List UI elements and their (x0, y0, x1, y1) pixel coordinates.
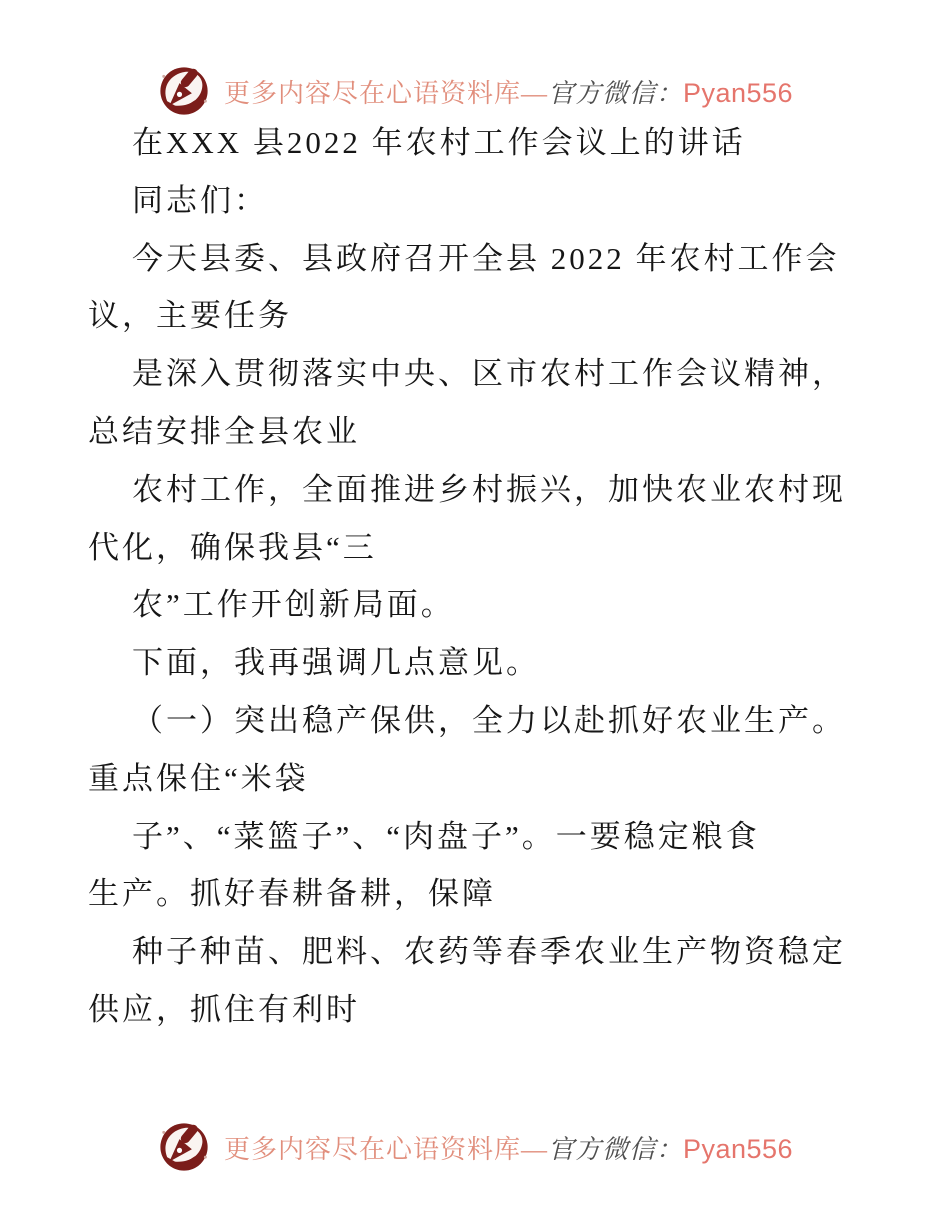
watermark-wechat-id: Pyan556 (682, 1133, 794, 1164)
document-line: 议，主要任务 (88, 298, 292, 334)
watermark-wechat-label: 官方微信： (547, 78, 683, 108)
document-title-line: 在XXX 县2022 年农村工作会议上的讲话 (132, 125, 746, 160)
document-line: 是深入贯彻落实中央、区市农村工作会议精神， (132, 356, 846, 392)
watermark-wechat-label: 官方微信： (547, 1134, 683, 1164)
footer-watermark (0, 1118, 950, 1176)
header-watermark (0, 62, 950, 120)
footer-watermark-text (224, 1129, 793, 1166)
document-line: 总结安排全县农业 (88, 413, 360, 449)
watermark-library-text: 更多内容尽在心语资料库— (223, 1134, 548, 1164)
document-line: 生产。抓好春耕备耕，保障 (88, 876, 496, 912)
document-line: 同志们： (132, 182, 268, 218)
document-line: 种子种苗、肥料、农药等春季农业生产物资稳定 (132, 934, 846, 970)
header-watermark-text (224, 73, 793, 110)
document-line: 子”、“菜篮子”、“肉盘子”。一要稳定粮食 (132, 818, 760, 854)
document-line: 供应，抓住有利时 (88, 991, 360, 1027)
document-line: （一）突出稳产保供，全力以赴抓好农业生产。 (132, 702, 846, 738)
watermark-library-text: 更多内容尽在心语资料库— (223, 78, 548, 108)
document-line: 农村工作，全面推进乡村振兴，加快农业农村现 (132, 471, 846, 507)
document-line: 今天县委、县政府召开全县 2022 年农村工作会 (132, 240, 840, 276)
watermark-wechat-id: Pyan556 (682, 77, 794, 108)
document-body (88, 114, 866, 1039)
document-line: 重点保住“米袋 (88, 760, 309, 796)
document-line: 代化，确保我县“三 (88, 529, 377, 565)
document-line: 下面，我再强调几点意见。 (132, 645, 540, 681)
pen-in-circle-logo-icon (157, 1120, 211, 1174)
pen-in-circle-logo-icon (157, 64, 211, 118)
document-line: 农”工作开创新局面。 (132, 587, 455, 623)
